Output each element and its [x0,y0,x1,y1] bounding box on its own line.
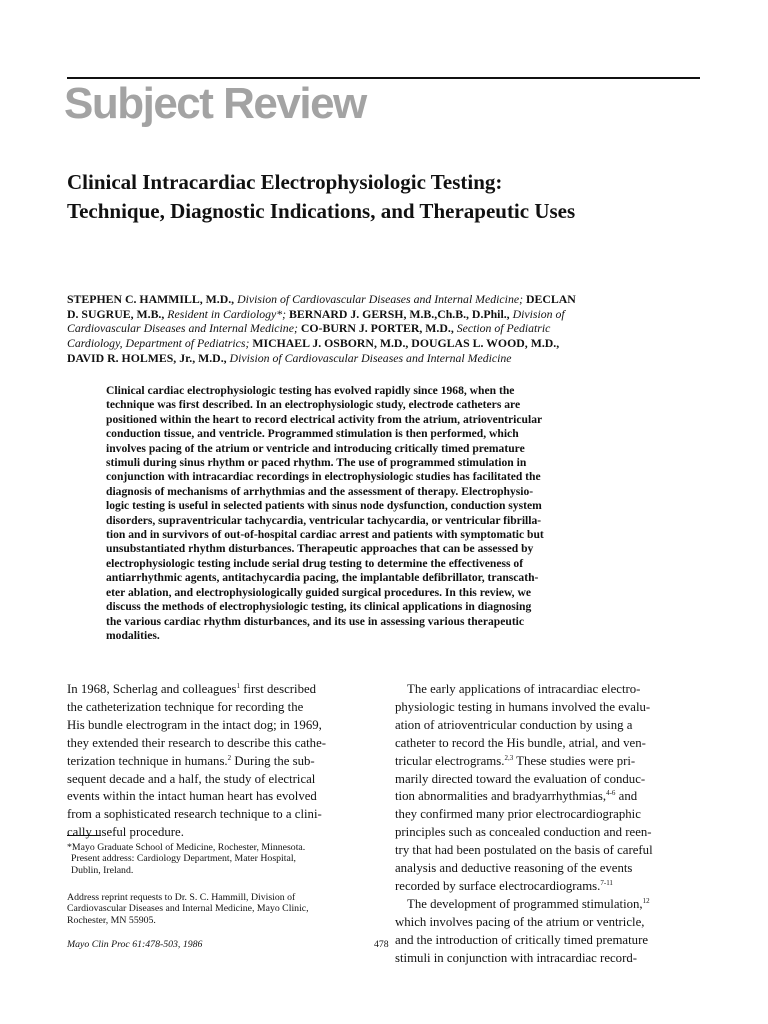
abstract-line: conjunction with intracardiac recordings in electrophysiologic studies has facilitated the [106,470,541,484]
body-line: catheter to record the His bundle, atrial, and ven- [395,735,646,750]
body-line: cally useful procedure. [67,825,184,840]
author-line: Cardiology, Department of Pediatrics; MICHAEL J. OSBORN, M.D., DOUGLAS L. WOOD, M.D., [67,336,560,351]
footnote-affiliation [67,842,387,876]
citation: 2 [227,753,232,762]
author-line: Cardiovascular Diseases and Internal Medicine; CO-BURN J. PORTER, M.D., Section of Pediatric [67,321,551,336]
abstract-line: Clinical cardiac electrophysiologic testing has evolved rapidly since 1968, when the [106,384,515,397]
body-line: terization technique in humans.$^2$ During the sub- [67,753,315,768]
body-column-right [395,681,713,968]
body-line: stimuli in conjunction with intracardiac record- [395,950,637,965]
author-line: D. SUGRUE, M.B., Resident in Cardiology*; BERNARD J. GERSH, M.B.,Ch.B., D.Phil., Division of [67,306,565,321]
citation: 12 [642,896,650,905]
footnote-line: Dublin, Ireland. [71,864,134,876]
body-line: analysis and deductive reasoning of the events [395,861,633,876]
abstract-line: conduction tissue, and ventricle. Programmed stimulation is then performed, which [106,427,519,441]
journal-citation: Mayo Clin Proc 61:478-503, 1986 [67,939,203,950]
author-list [67,292,707,366]
footnote-line: Present address: Cardiology Department, Mater Hospital, [71,853,297,865]
abstract [106,384,706,643]
body-line: tion abnormalities and bradyarrhythmias,$^{4-6}$ and [395,789,638,804]
citation: 2,3 [504,753,514,762]
body-line: tricular electrograms.$^{2,3}$ These studies were pri- [395,753,636,768]
body-line: The early applications of intracardiac electro- [407,682,641,696]
footnote-line: *Mayo Graduate School of Medicine, Rochester, Minnesota. [67,842,306,853]
footnote-rule [67,835,101,836]
body-line: the catheterization technique for recording the [67,699,304,714]
abstract-line: positioned within the heart to record electrical activity from the atrium, atrioventricular [106,412,543,426]
abstract-line: technique was first described. In an electrophysiologic study, electrode catheters are [106,398,521,412]
footnote-line: Address reprint requests to Dr. S. C. Hammill, Division of [67,892,296,903]
abstract-line: involves pacing of the atrium or ventricle and introducing critically timed premature [106,441,525,455]
abstract-line: disorders, supraventricular tachycardia, ventricular tachycardia, or ventricular fibrilla- [106,513,542,527]
body-line: ation of atrioventricular conduction by using a [395,717,633,732]
abstract-line: diagnosis of mechanisms of arrhythmias and the assessment of therapy. Electrophysio- [106,484,534,498]
body-line: and the introduction of critically timed premature [395,932,649,947]
body-line: events within the intact human heart has evolved [67,789,317,804]
body-line: from a sophisticated research technique to a clini- [67,807,322,822]
body-line: which involves pacing of the atrium or ventricle, [395,914,645,929]
abstract-line: antiarrhythmic agents, antitachycardia pacing, the implantable defibrillator, transcath- [106,571,539,585]
footnote-reprint [67,892,387,926]
page-number: 478 [374,939,389,950]
body-line: they extended their research to describe this cathe- [67,735,327,750]
abstract-line: modalities. [106,628,160,642]
abstract-line: unsubstantiated rhythm disturbances. Therapeutic approaches that can be assessed by [106,542,534,556]
body-line: principles such as concealed conduction and reen- [395,825,652,840]
title-line: Clinical Intracardiac Electrophysiologic Testing: [67,170,503,194]
body-column-left [67,681,387,842]
abstract-line: logic testing is useful in selected patients with sinus node dysfunction, conduction system [106,499,542,513]
footnote-line: Cardiovascular Diseases and Internal Medicine, Mayo Clinic, [67,903,309,915]
article-title [67,168,707,226]
body-line: His bundle electrogram in the intact dog; in 1969, [67,717,322,732]
abstract-line: the various cardiac rhythm disturbances, and its use in assessing various therapeutic [106,614,525,628]
body-line: In 1968, Scherlag and colleagues$^1$ first described [67,682,317,696]
section-label: Subject Review [64,79,366,128]
abstract-line: stimuli during sinus rhythm or paced rhythm. The use of programmed stimulation in [106,456,527,470]
abstract-line: eter ablation, and electrophysiologically guided surgical procedures. In this review, we [106,585,531,599]
title-line: Technique, Diagnostic Indications, and Therapeutic Uses [67,199,576,223]
author-line: DAVID R. HOLMES, Jr., M.D., Division of Cardiovascular Diseases and Internal Medicine [67,350,512,365]
author-line: STEPHEN C. HAMMILL, M.D., Division of Cardiovascular Diseases and Internal Medicine; DECLAN [67,292,576,306]
body-line: they confirmed many prior electrocardiographic [395,807,641,822]
footnote-line: Rochester, MN 55905. [67,914,156,926]
body-line: marily directed toward the evaluation of conduc- [395,771,646,786]
abstract-line: tion and in survivors of out-of-hospital cardiac arrest and patients with symptomatic but [106,528,544,542]
body-line: try that had been postulated on the basis of careful [395,843,653,858]
body-line: recorded by surface electrocardiograms.$^{7-11}$ [395,878,613,893]
abstract-line: discuss the methods of electrophysiologic testing, its clinical applications in diagnosing [106,600,532,614]
citation: 4-6 [606,789,616,798]
abstract-line: electrophysiologic testing include serial drug testing to determine the effectiveness of [106,556,524,570]
body-line: physiologic testing in humans involved the evalu- [395,699,651,714]
citation: 7-11 [600,878,613,887]
body-line: The development of programmed stimulation,$^{12}$ [407,896,650,911]
body-line: sequent decade and a half, the study of electrical [67,771,316,786]
citation: 1 [236,682,241,690]
